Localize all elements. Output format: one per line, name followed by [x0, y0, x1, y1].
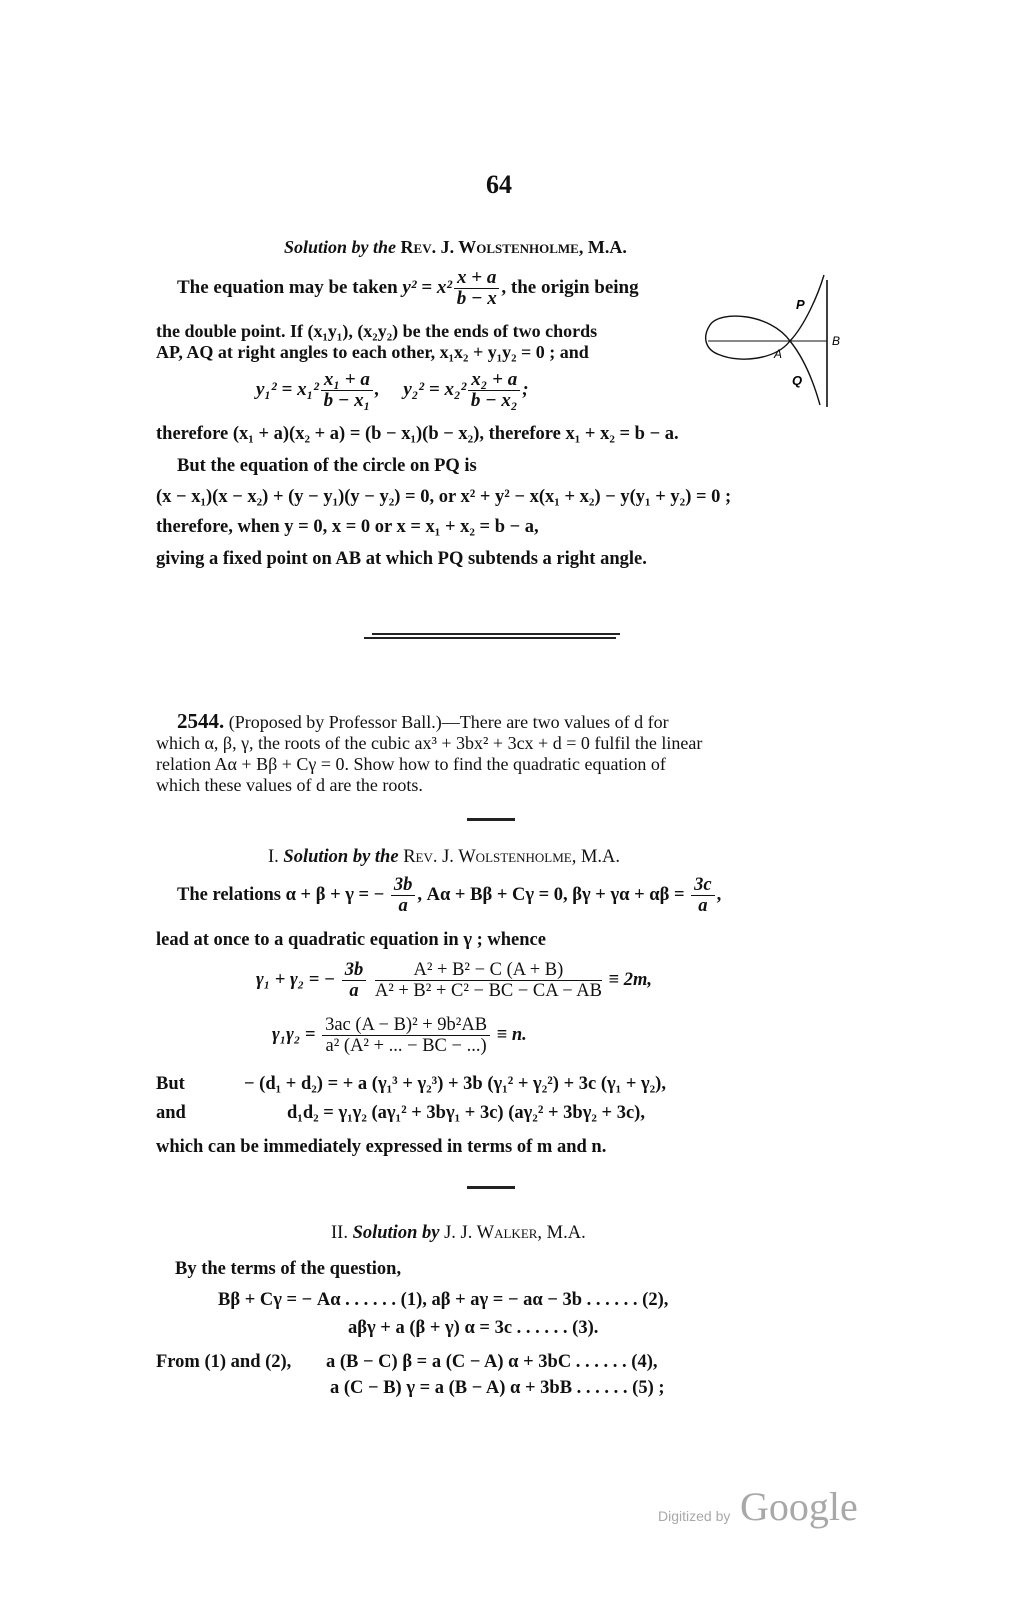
question-number: 2544. [177, 709, 225, 733]
section-heading [284, 236, 627, 258]
equation-line: a (B − C) β = a (C − A) α + 3bC . . . . . . (4), [326, 1352, 658, 1372]
fraction [468, 370, 520, 411]
numerator: 3ac (A − B)² + 9b²AB [322, 1015, 490, 1036]
paragraph-line: But the equation of the circle on PQ is [177, 456, 477, 476]
google-logo: Google [740, 1484, 858, 1529]
paragraph-line: which can be immediately expressed in terms of m and n. [156, 1137, 607, 1157]
numerator: x₁ + a [321, 370, 373, 391]
equation-line: aβγ + a (β + γ) α = 3c . . . . . . (3). [348, 1318, 599, 1338]
paragraph-line: the double point. If (x₁y₁), (x₂y₂) be the ends of two chords [156, 321, 598, 341]
numerator: x₂ + a [468, 370, 520, 391]
numerator: x + a [454, 268, 499, 289]
denominator: a [698, 896, 708, 917]
label-p: P [796, 297, 805, 312]
heading-number: II. [331, 1223, 348, 1243]
equation-line [272, 1010, 527, 1060]
fraction [321, 370, 373, 411]
equation-line [177, 872, 721, 918]
text: , the origin being [501, 277, 639, 298]
double-rule-top [372, 633, 620, 635]
text: , Aα + Bβ + Cγ = 0, βγ + γα + αβ = [417, 885, 685, 905]
equation-line [256, 955, 652, 1005]
watermark-prefix: Digitized by [658, 1508, 731, 1524]
question-text: (Proposed by Professor Ball.)—There are two values of d for [228, 712, 669, 732]
paragraph-line: therefore, when y = 0, x = 0 or x = x₁ + x₂ = b − a, [156, 517, 539, 537]
fraction [375, 960, 602, 1001]
paragraph-line: giving a fixed point on AB at which PQ subtends a right angle. [156, 549, 647, 569]
question-line [177, 710, 669, 733]
equation-line: a (C − B) γ = a (B − A) α + 3bB . . . . . . (5) ; [330, 1378, 665, 1398]
equation-line: d₁d₂ = γ₁γ₂ (aγ₁² + 3bγ₁ + 3c) (aγ₂² + 3bγ₂ + 3c), [287, 1103, 645, 1123]
equation: y² = x² [402, 277, 453, 298]
lhs: y₁² = x₁² [256, 379, 319, 400]
heading-italic: Solution by [352, 1223, 440, 1243]
fraction [691, 875, 714, 916]
question-line: relation Aα + Bβ + Cγ = 0. Show how to find the quadratic equation of [156, 754, 666, 774]
paragraph-line [177, 268, 639, 309]
label-a: A [774, 347, 783, 361]
paragraph-line: lead at once to a quadratic equation in γ ; whence [156, 930, 546, 950]
fraction [454, 268, 499, 309]
denominator: b − x [456, 288, 497, 310]
denominator: a² (A² + ... − BC − ...) [325, 1036, 487, 1057]
but-label: But [156, 1074, 185, 1094]
heading-name: J. J. Walker, M.A. [444, 1223, 586, 1243]
denominator: b − x₁ [323, 390, 371, 412]
text: The relations α + β + γ = − [177, 885, 385, 905]
paragraph-line: (x − x₁)(x − x₂) + (y − y₁)(y − y₂) = 0, or x² + y² − x(x₁ + x₂) − y(y₁ + y₂) = 0 ; [156, 487, 732, 507]
numerator: 3c [691, 875, 714, 896]
paragraph-line: therefore (x₁ + a)(x₂ + a) = (b − x₁)(b − x₂), therefore x₁ + x₂ = b − a. [156, 424, 679, 444]
lhs: y₂² = x₂² [403, 379, 467, 400]
rhs: ≡ n. [496, 1025, 527, 1045]
strophoid-figure [700, 265, 850, 415]
numerator: A² + B² − C (A + B) [375, 960, 602, 981]
section-divider [467, 818, 515, 821]
denominator: b − x₂ [470, 390, 518, 412]
page-number: 64 [486, 170, 512, 199]
fraction [391, 875, 416, 916]
heading-number: I. [268, 847, 279, 867]
fraction [342, 960, 367, 1001]
numerator: 3b [391, 875, 416, 896]
heading-italic: Solution by the [283, 847, 399, 867]
double-rule-bottom [364, 637, 616, 639]
rhs: ≡ 2m, [608, 970, 653, 990]
equation-line: Bβ + Cγ = − Aα . . . . . . (1), aβ + aγ = − aα − 3b . . . . . . (2), [218, 1290, 669, 1310]
denominator: a [349, 981, 359, 1002]
from-label: From (1) and (2), [156, 1352, 292, 1372]
and-label: and [156, 1103, 186, 1123]
text: The equation may be taken [177, 277, 398, 298]
section-divider [467, 1186, 515, 1189]
heading-name: Rev. J. Wolstenholme, M.A. [400, 237, 627, 257]
paragraph-line: AP, AQ at right angles to each other, x₁x₂ + y₁y₂ = 0 ; and [156, 342, 589, 362]
label-b: B [832, 334, 841, 348]
question-line: which these values of d are the roots. [156, 775, 423, 795]
equation-line: y₁² = x₁² $\frac{\text{x₁ + a}}{\text{b − x₁}}$ , y₂² = x₂² $\frac{\text{x₂ + a}}{\text{b − x₂}}$ ; [256, 369, 529, 412]
denominator: a [398, 896, 408, 917]
paragraph-line: By the terms of the question, [175, 1259, 402, 1279]
question-line: which α, β, γ, the roots of the cubic ax³ + 3bx² + 3cx + d = 0 fulfil the linear [156, 733, 703, 753]
fraction [322, 1015, 490, 1056]
equation-line: − (d₁ + d₂) = + a (γ₁³ + γ₂³) + 3b (γ₁² + γ₂²) + 3c (γ₁ + γ₂), [244, 1074, 666, 1094]
heading-name: Rev. J. Wolstenholme, M.A. [403, 847, 621, 867]
heading-italic: Solution by the [284, 237, 397, 257]
denominator: A² + B² + C² − BC − CA − AB [374, 981, 602, 1002]
label-q: Q [792, 373, 803, 388]
lhs: γ₁γ₂ = [272, 1025, 316, 1045]
solution-heading [268, 846, 620, 868]
solution-heading [331, 1222, 586, 1244]
lhs: γ₁ + γ₂ = − [256, 970, 336, 990]
text: , [716, 885, 722, 905]
numerator: 3b [342, 960, 367, 981]
